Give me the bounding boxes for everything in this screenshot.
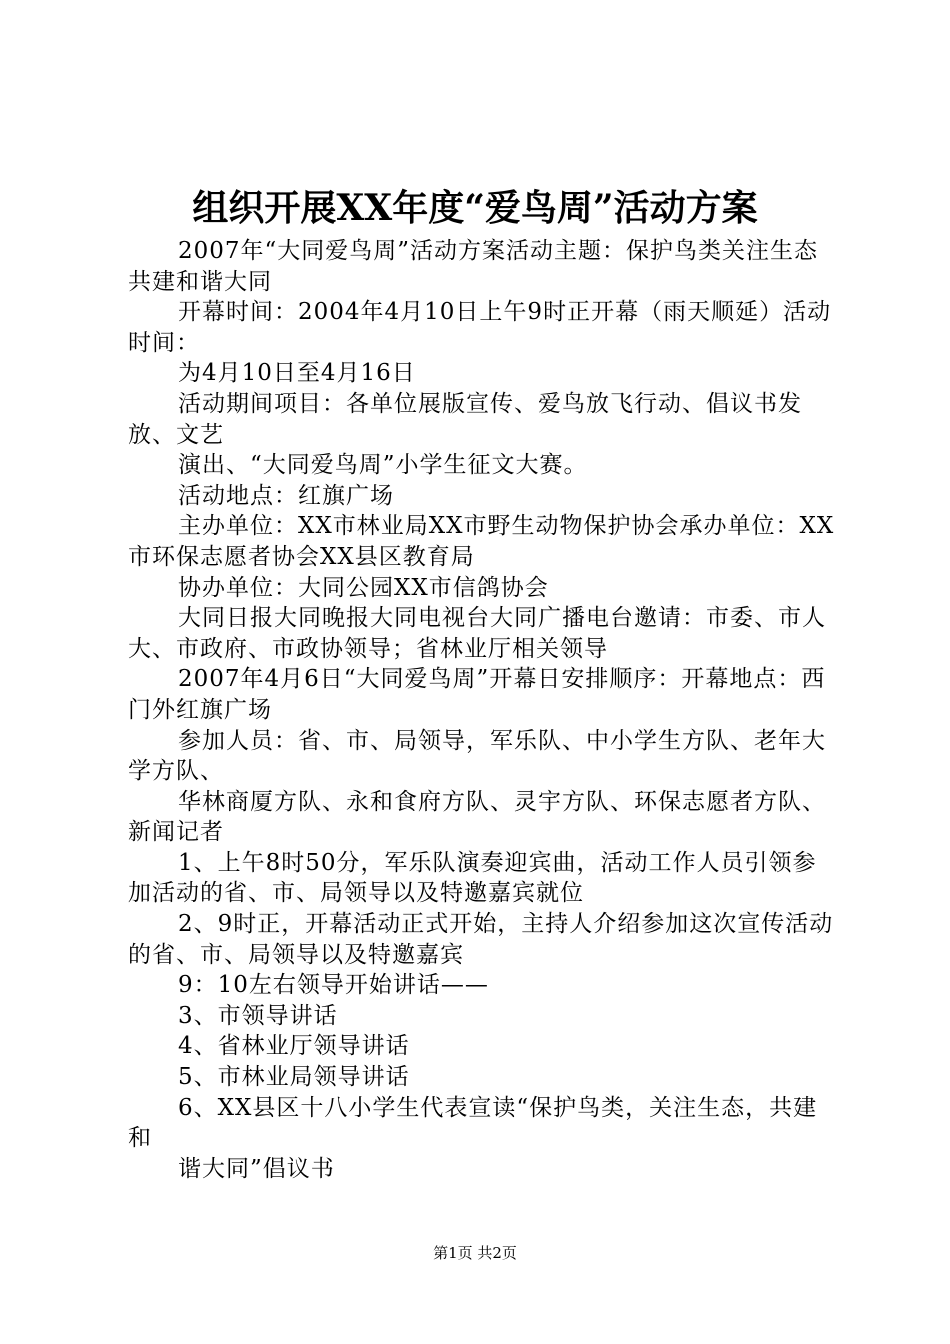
paragraph: 2、9时正，开幕活动正式开始，主持人介绍参加这次宣传活动的省、市、局领导以及特邀嘉宾	[128, 911, 834, 968]
document-title: 组织开展XX年度“爱鸟周”活动方案	[192, 187, 758, 229]
paragraph: 4、省林业厅领导讲话	[178, 1033, 410, 1060]
document-body	[128, 236, 840, 1184]
paragraph: 华林商厦方队、永和食府方队、灵宇方队、环保志愿者方队、新闻记者	[128, 788, 826, 846]
paragraph: 主办单位：XX市林业局XX市野生动物保护协会承办单位：XX市环保志愿者协会XX县区教育局	[128, 513, 835, 570]
paragraph: 演出、“大同爱鸟周”小学生征文大赛。	[178, 452, 588, 479]
paragraph: 6、XX县区十八小学生代表宣读“保护鸟类，关注生态，共建和	[128, 1094, 818, 1152]
paragraph: 3、市领导讲话	[178, 1002, 338, 1029]
paragraph: 9：10左右领导开始讲话——	[178, 972, 489, 999]
paragraph: 活动期间项目：各单位展版宣传、爱鸟放飞行动、倡议书发放、文艺	[128, 390, 802, 448]
paragraph: 活动地点：红旗广场	[178, 482, 394, 509]
paragraph: 大同日报大同晚报大同电视台大同广播电台邀请：市委、市人大、市政府、市政协领导；省林业厅相关领导	[128, 605, 826, 662]
paragraph: 开幕时间：2004年4月10日上午9时正开幕（雨天顺延）活动时间：	[128, 299, 832, 356]
paragraph: 为4月10日至4月16日	[178, 360, 416, 387]
paragraph: 协办单位：大同公园XX市信鸽协会	[178, 574, 549, 601]
paragraph: 谐大同”倡议书	[178, 1155, 335, 1182]
paragraph: 2007年4月6日“大同爱鸟周”开幕日安排顺序：开幕地点：西门外红旗广场	[128, 666, 826, 723]
paragraph: 参加人员：省、市、局领导，军乐队、中小学生方队、老年大学方队、	[128, 727, 826, 785]
paragraph: 2007年“大同爱鸟周”活动方案活动主题：保护鸟类关注生态共建和谐大同	[128, 238, 819, 295]
paragraph: 1、上午8时50分，军乐队演奏迎宾曲，活动工作人员引领参加活动的省、市、局领导以及特邀嘉宾就位	[128, 849, 817, 907]
page-footer: 第1页 共2页	[433, 1244, 517, 1262]
paragraph: 5、市林业局领导讲话	[178, 1064, 410, 1091]
